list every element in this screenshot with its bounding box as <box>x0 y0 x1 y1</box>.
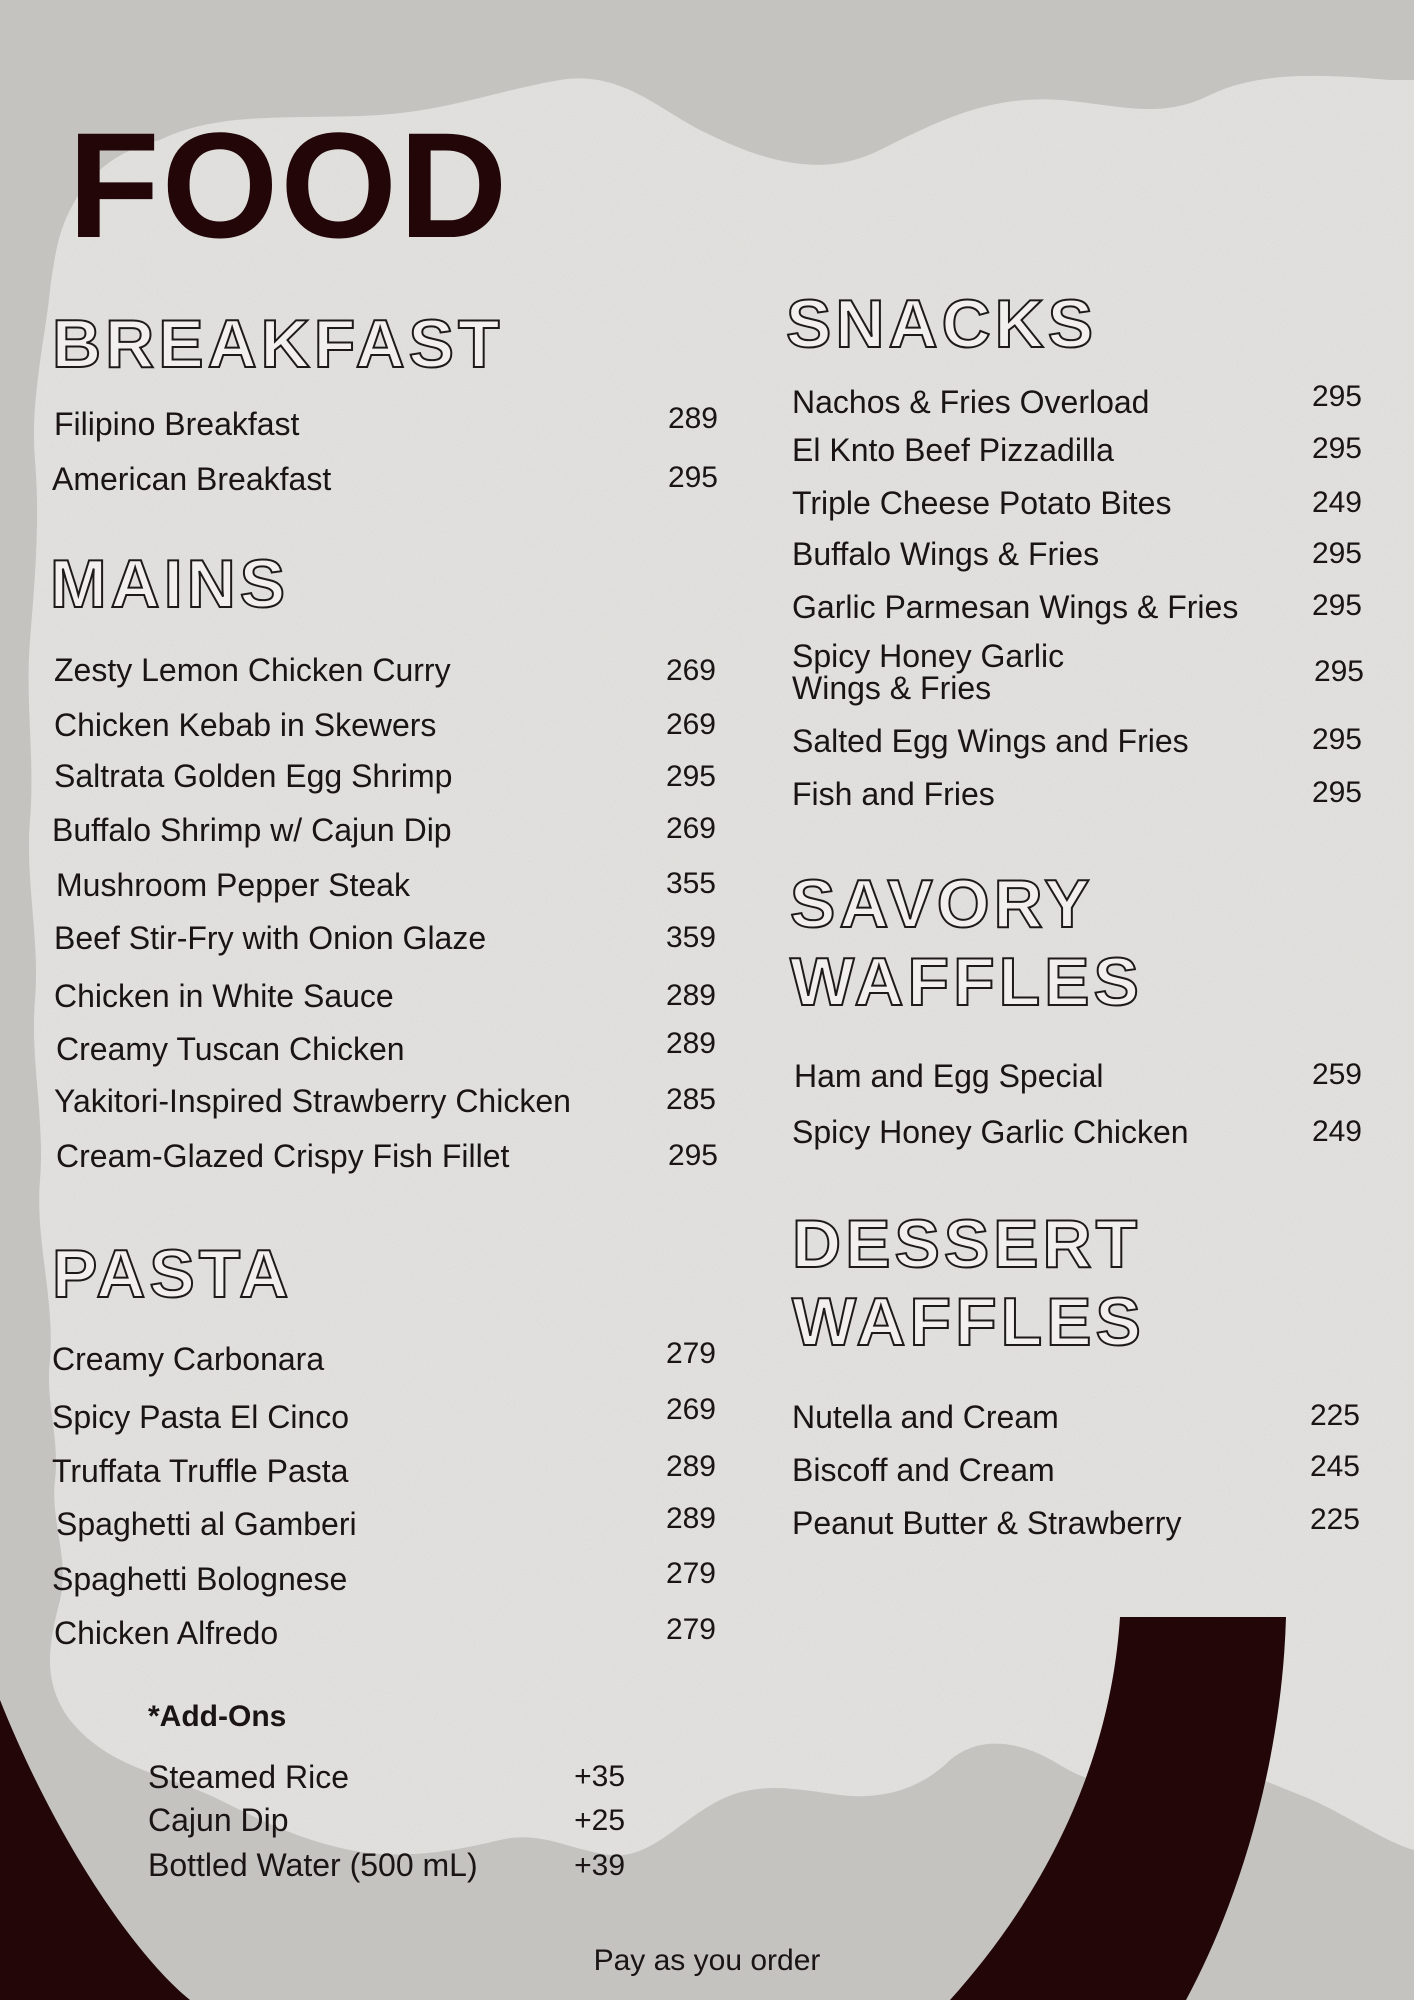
menu-item-name: Spicy Pasta El Cinco <box>52 1399 350 1435</box>
menu-item-price: 279 <box>665 1337 716 1370</box>
menu-item-name: Spaghetti Bolognese <box>52 1561 348 1597</box>
menu-item-price: 295 <box>665 760 716 793</box>
menu-item-price: 295 <box>1313 655 1364 688</box>
menu-item-price: 249 <box>1311 486 1362 519</box>
addon-name: Bottled Water (500 mL) <box>148 1847 478 1883</box>
menu-item-price: 269 <box>665 654 716 687</box>
menu-item-name: Chicken Kebab in Skewers <box>54 707 437 743</box>
savory-waffles-heading <box>790 865 1143 1021</box>
menu-item-price: 279 <box>665 1557 716 1590</box>
menu-item-name: Creamy Carbonara <box>52 1341 325 1377</box>
menu-item-price: 289 <box>665 979 716 1012</box>
menu-item-price: 295 <box>1311 380 1362 413</box>
menu-item-price: 289 <box>665 1502 716 1535</box>
menu-item-name: Cream-Glazed Crispy Fish Fillet <box>56 1138 510 1174</box>
menu-item-price: 359 <box>665 921 716 954</box>
page-title: FOOD <box>68 101 510 269</box>
menu-item-name: Filipino Breakfast <box>54 406 300 442</box>
heading-line: WAFFLES <box>790 944 1143 1021</box>
addon-name: Steamed Rice <box>148 1759 349 1795</box>
menu-item-name: Chicken Alfredo <box>54 1615 279 1651</box>
menu-item-name: Salted Egg Wings and Fries <box>792 723 1189 759</box>
menu-item-name: Saltrata Golden Egg Shrimp <box>54 758 453 794</box>
menu-item-name: Beef Stir-Fry with Onion Glaze <box>54 920 487 956</box>
menu-item-name: Ham and Egg Special <box>794 1058 1104 1094</box>
addons-title: *Add-Ons <box>148 1700 287 1733</box>
dessert-waffles-heading <box>792 1205 1145 1361</box>
addon-name: Cajun Dip <box>148 1802 289 1838</box>
snacks-heading: SNACKS <box>786 286 1098 362</box>
menu-item-price: 289 <box>665 1027 716 1060</box>
menu-item-name: Buffalo Shrimp w/ Cajun Dip <box>52 812 452 848</box>
menu-item-price: 295 <box>1311 537 1362 570</box>
menu-item-price: 249 <box>1311 1115 1362 1148</box>
addon-price: +25 <box>574 1804 625 1837</box>
addon-price: +35 <box>574 1760 625 1793</box>
menu-item-price: 285 <box>665 1083 716 1116</box>
menu-item-name: Spicy Honey Garlic Chicken <box>792 1114 1189 1150</box>
menu-item-name: Creamy Tuscan Chicken <box>56 1031 405 1067</box>
menu-item-price: 279 <box>665 1613 716 1646</box>
menu-item-price: 295 <box>1311 723 1362 756</box>
menu-item-price: 295 <box>667 1139 718 1172</box>
menu-item-name: Buffalo Wings & Fries <box>792 536 1100 572</box>
heading-line: SAVORY <box>790 866 1094 942</box>
menu-item-name: El Knto Beef Pizzadilla <box>792 432 1114 468</box>
menu-item-name: Zesty Lemon Chicken Curry <box>54 652 451 688</box>
menu-item-name: Yakitori-Inspired Strawberry Chicken <box>54 1083 571 1119</box>
menu-item-price: 259 <box>1311 1058 1362 1091</box>
menu-item-price: 225 <box>1309 1503 1360 1536</box>
menu-item-name: Fish and Fries <box>792 776 995 812</box>
menu-item-price: 269 <box>665 1393 716 1426</box>
menu-item-price: 225 <box>1309 1399 1360 1432</box>
menu-item-name: Triple Cheese Potato Bites <box>792 485 1172 521</box>
menu-item-name: Nachos & Fries Overload <box>792 384 1150 420</box>
menu-item-name: Mushroom Pepper Steak <box>56 867 410 903</box>
menu-item-name: Nutella and Cream <box>792 1399 1059 1435</box>
menu-item-name: Chicken in White Sauce <box>54 978 394 1014</box>
mains-heading: MAINS <box>50 546 290 622</box>
menu-item-price: 295 <box>667 461 718 494</box>
menu-item-price: 295 <box>1311 589 1362 622</box>
heading-line: DESSERT <box>792 1206 1142 1282</box>
menu-item-price: 289 <box>667 402 718 435</box>
menu-item-name: Truffata Truffle Pasta <box>52 1453 349 1489</box>
menu-item-name: Spicy Honey Garlic Wings & Fries <box>792 638 1065 706</box>
footer-note: Pay as you order <box>593 1944 821 1977</box>
menu-item-name: Garlic Parmesan Wings & Fries <box>792 589 1239 625</box>
menu-item-price: 269 <box>665 812 716 845</box>
menu-item-price: 295 <box>1311 432 1362 465</box>
menu-item-price: 295 <box>1311 776 1362 809</box>
pasta-heading: PASTA <box>52 1236 293 1312</box>
menu-item-price: 269 <box>665 708 716 741</box>
menu-item-name: Biscoff and Cream <box>792 1452 1055 1488</box>
menu-item-name: Spaghetti al Gamberi <box>56 1506 357 1542</box>
breakfast-heading: BREAKFAST <box>52 306 504 382</box>
menu-item-price: 245 <box>1309 1450 1360 1483</box>
menu-item-name: Peanut Butter & Strawberry <box>792 1505 1182 1541</box>
addon-price: +39 <box>574 1849 625 1882</box>
heading-line: WAFFLES <box>792 1284 1145 1361</box>
menu-item-price: 355 <box>665 867 716 900</box>
menu-item-name: American Breakfast <box>52 461 332 497</box>
menu-item-price: 289 <box>665 1450 716 1483</box>
